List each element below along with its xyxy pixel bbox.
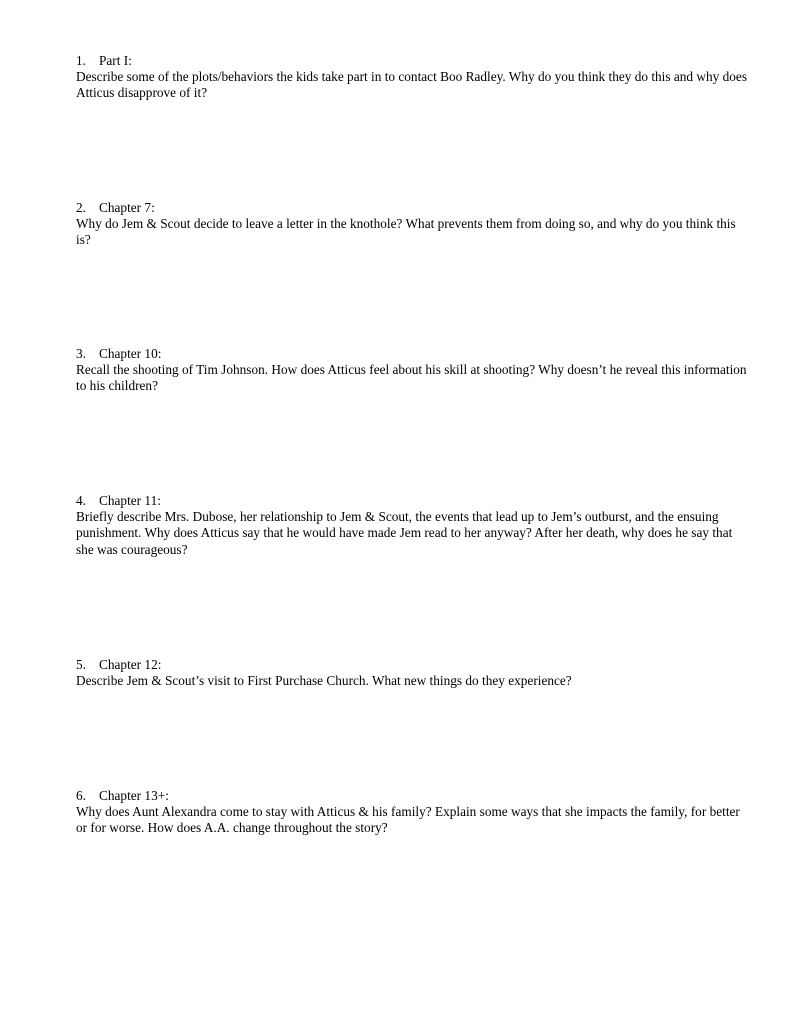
question-heading [76,200,748,216]
question-text: Describe some of the plots/behaviors the kids take part in to contact Boo Radley. Why do you think they do this and why does Atticus disapprove of it? [76,69,747,101]
question-number: 1. [76,53,86,68]
question-1 [76,53,748,102]
question-text: Recall the shooting of Tim Johnson. How does Atticus feel about his skill at shooting? Why doesn’t he reveal this information to his children? [76,362,747,394]
question-heading [76,346,748,362]
question-heading [76,493,748,509]
question-chapter: Chapter 12: [99,657,162,672]
question-text: Why do Jem & Scout decide to leave a letter in the knothole? What prevents them from doing so, and why do you think this is? [76,216,736,248]
question-chapter: Chapter 10: [99,346,162,361]
question-number: 3. [76,346,86,361]
question-5 [76,657,748,689]
question-6 [76,788,748,837]
question-heading [76,53,748,69]
question-number: 2. [76,200,86,215]
question-chapter: Chapter 11: [99,493,161,508]
question-2 [76,200,748,249]
question-heading [76,657,748,673]
question-number: 6. [76,788,86,803]
question-heading [76,788,748,804]
question-3 [76,346,748,395]
question-text: Describe Jem & Scout’s visit to First Purchase Church. What new things do they experience? [76,673,572,689]
question-text: Why does Aunt Alexandra come to stay with Atticus & his family? Explain some ways that she impacts the family, for better or for worse. How does A.A. change throughout the story? [76,804,740,836]
question-chapter: Part I: [99,53,132,68]
question-chapter: Chapter 13+: [99,788,169,803]
question-chapter: Chapter 7: [99,200,155,215]
question-text: Briefly describe Mrs. Dubose, her relationship to Jem & Scout, the events that lead up to Jem’s outburst, and the ensuing punishment. Why does Atticus say that he would have made Jem read to her anyway? After her death, why does he say that she was courageous? [76,509,733,557]
question-4 [76,493,748,558]
question-number: 5. [76,657,86,672]
question-number: 4. [76,493,86,508]
